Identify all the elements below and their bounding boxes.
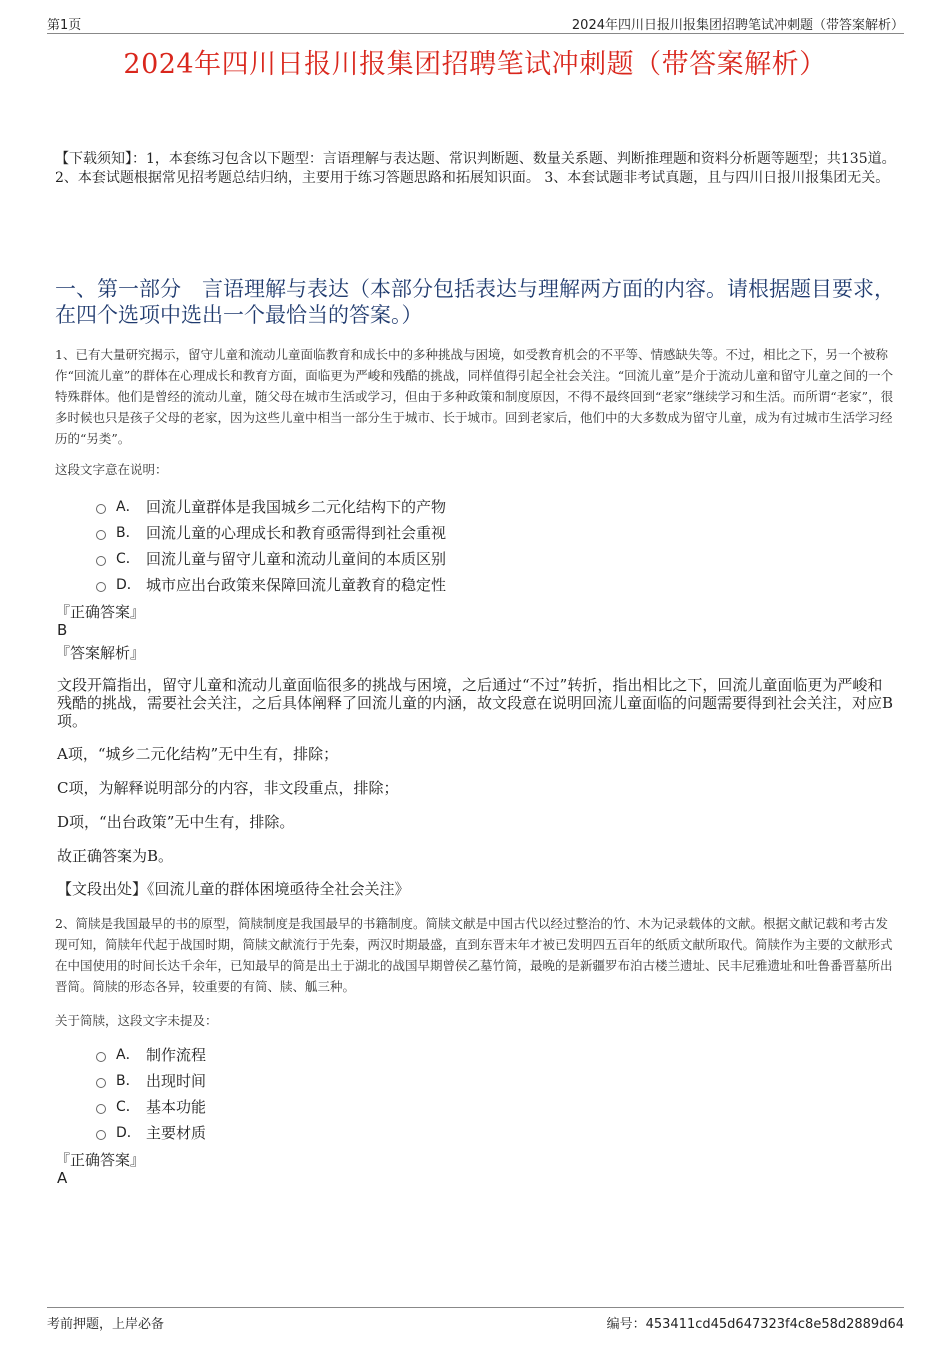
option-b[interactable]	[96, 1067, 206, 1093]
code-value: 453411cd45d647323f4c8e58d2889d64	[645, 1317, 904, 1332]
radio-button-icon[interactable]	[96, 1052, 106, 1062]
radio-button-icon[interactable]	[96, 530, 106, 540]
option-text: 基本功能	[146, 1097, 207, 1116]
option-text: 回流儿童群体是我国城乡二元化结构下的产物	[146, 497, 447, 516]
question-1-options	[96, 493, 446, 597]
radio-button-icon[interactable]	[96, 582, 106, 592]
option-text: 出现时间	[146, 1071, 207, 1090]
option-letter: A．	[116, 499, 140, 515]
correct-answer: A	[57, 1169, 68, 1187]
option-c[interactable]	[96, 545, 446, 571]
document-title: 2024年四川日报川报集团招聘笔试冲刺题（带答案解析）	[123, 49, 827, 80]
running-header-title: 2024年四川日报川报集团招聘笔试冲刺题（带答案解析）	[571, 18, 904, 33]
question-1-text: 1、已有大量研究揭示，留守儿童和流动儿童面临教育和成长中的多种挑战与困境，如受教育机会的不平等、情感缺失等。不过，相比之下，另一个被称作“回流儿童”的群体在心理成长和教育方面，面临更为严峻和残酷的挑战，同样值得引起全社会关注。“回流儿童”是介于流动儿童和留守儿童之间的一个特殊群体。他们是曾经的流动儿童，随父母在城市生活或学习，但由于多种政策和制度原因，不得不最终回到“老家”继续学习和生活。而所谓“老家”，很多时候也只是孩子父母的老家，因为这些儿童中相当一部分生于城市、长于城市。回到老家后，他们中的大多数成为留守儿童，成为有过城市生活学习经历的“另类”。	[55, 347, 894, 446]
radio-button-icon[interactable]	[96, 1078, 106, 1088]
question-2-text: 2、简牍是我国最早的书的原型，简牍制度是我国最早的书籍制度。简牍文献是中国古代以经过整治的竹、木为记录载体的文献。根据文献记载和考古发现可知，简牍年代起于战国时期，简牍文献流行于先秦，两汉时期最盛，直到东晋末年才被已发明四五百年的纸质文献所取代。简牍作为主要的文献形式在中国使用的时间长达千余年，已知最早的简是出土于湖北的战国早期曾侯乙墓竹简，最晚的是新疆罗布泊古楼兰遗址、民丰尼雅遗址和吐鲁番晋墓所出晋简。简牍的形态各异，较重要的有简、牍、觚三种。	[55, 916, 893, 994]
radio-button-icon[interactable]	[96, 504, 106, 514]
text-source: 【文段出处】《回流儿童的群体困境亟待全社会关注》	[57, 880, 410, 898]
option-letter: D．	[116, 1125, 141, 1141]
radio-button-icon[interactable]	[96, 1130, 106, 1140]
option-text: 主要材质	[146, 1123, 207, 1142]
option-c[interactable]	[96, 1093, 206, 1119]
option-d[interactable]	[96, 571, 446, 597]
correct-answer: B	[57, 621, 68, 639]
correct-answer-label: 『正确答案』	[55, 603, 146, 621]
option-text: 回流儿童的心理成长和教育亟需得到社会重视	[146, 523, 447, 542]
question-2-options	[96, 1041, 206, 1145]
question-1-prompt: 这段文字意在说明：	[55, 462, 168, 477]
option-letter: B．	[116, 525, 140, 541]
analysis-conclusion: 故正确答案为B。	[57, 847, 174, 865]
option-text: 城市应出台政策来保障回流儿童教育的稳定性	[146, 575, 447, 594]
header-divider	[47, 33, 904, 34]
option-d[interactable]	[96, 1119, 206, 1145]
radio-button-icon[interactable]	[96, 556, 106, 566]
option-a[interactable]	[96, 1041, 206, 1067]
option-text: 回流儿童与留守儿童和流动儿童间的本质区别	[146, 549, 447, 568]
document-code	[607, 1313, 904, 1332]
question-2-prompt: 关于简牍，这段文字未提及：	[55, 1013, 218, 1028]
option-a[interactable]	[96, 493, 446, 519]
download-notice: 【下载须知】：1，本套练习包含以下题型：言语理解与表达题、常识判断题、数量关系题、判断推理题和资料分析题等题型；共135道。 2、本套试题根据常见招考题总结归纳，主要用于练习答题思路和拓展知识面。 3、本套试题非考试真题，且与四川日报川报集团无关。	[55, 151, 896, 186]
option-letter: A．	[116, 1047, 140, 1063]
option-text: 制作流程	[146, 1045, 207, 1064]
option-letter: C．	[116, 551, 140, 567]
option-letter: C．	[116, 1099, 140, 1115]
option-letter: B．	[116, 1073, 140, 1089]
footer-divider	[47, 1307, 904, 1308]
code-label: 编号：	[606, 1317, 646, 1332]
correct-answer-label: 『正确答案』	[55, 1151, 146, 1169]
radio-button-icon[interactable]	[96, 1104, 106, 1114]
analysis-option-a: A项，“城乡二元化结构”无中生有，排除；	[57, 745, 339, 763]
analysis-paragraph: 文段开篇指出，留守儿童和流动儿童面临很多的挑战与困境，之后通过“不过”转折，指出相比之下，回流儿童面临更为严峻和残酷的挑战，需要社会关注，之后具体阐释了回流儿童的内涵，故文段意在说明回流儿童面临的问题需要得到社会关注，对应B项。	[57, 676, 894, 730]
footer-slogan: 考前押题，上岸必备	[47, 1317, 165, 1332]
page-number: 第1页	[47, 18, 82, 33]
option-b[interactable]	[96, 519, 446, 545]
analysis-option-c: C项，为解释说明部分的内容，非文段重点，排除；	[57, 779, 399, 797]
answer-analysis-label: 『答案解析』	[55, 644, 146, 662]
section-heading: 一、第一部分 言语理解与表达（本部分包括表达与理解两方面的内容。请根据题目要求，在四个选项中选出一个最恰当的答案。）	[55, 277, 895, 327]
option-letter: D．	[116, 577, 141, 593]
analysis-option-d: D项，“出台政策”无中生有，排除。	[57, 813, 295, 831]
